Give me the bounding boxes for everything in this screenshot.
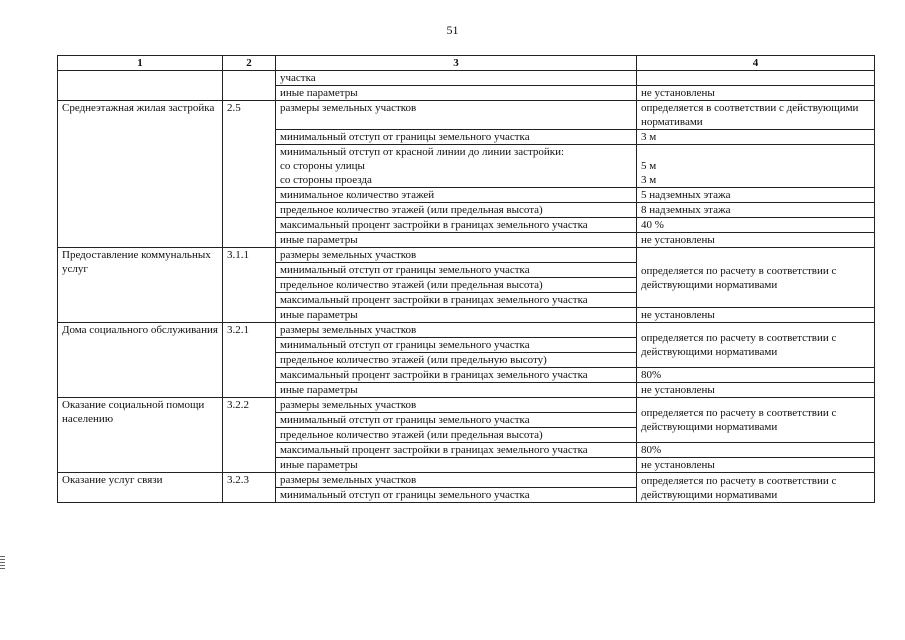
- page-number: 51: [446, 23, 459, 37]
- parameter-name: предельное количество этажей (или предельная высота): [276, 278, 637, 293]
- land-use-code: 3.2.1: [223, 323, 276, 398]
- parameter-value: не установлены: [637, 458, 875, 473]
- parameter-name: предельное количество этажей (или предельную высоту): [276, 353, 637, 368]
- parameter-value: [637, 71, 875, 86]
- parameter-name: максимальный процент застройки в границах земельного участка: [276, 368, 637, 383]
- parameter-value: 8 надземных этажа: [637, 203, 875, 218]
- parameter-value: 80%: [637, 443, 875, 458]
- parameter-name: размеры земельных участков: [276, 473, 637, 488]
- table-row: [58, 248, 875, 263]
- table-body: [58, 71, 875, 503]
- land-use-name: Оказание социальной помощи населению: [58, 398, 223, 473]
- parameter-name: иные параметры: [276, 383, 637, 398]
- parameter-name: минимальный отступ от границы земельного участка: [276, 338, 637, 353]
- land-use-code: 3.2.3: [223, 473, 276, 503]
- parameter-value: не установлены: [637, 383, 875, 398]
- parameter-value: 80%: [637, 368, 875, 383]
- parameter-value: определяется по расчету в соответствии с действующими нормативами: [637, 323, 875, 368]
- parameter-name: максимальный процент застройки в границах земельного участка: [276, 443, 637, 458]
- table-row: [58, 71, 875, 86]
- column-header: 3: [276, 56, 637, 71]
- parameter-value: 5 м 3 м: [637, 145, 875, 188]
- parameter-value: определяется по расчету в соответствии с действующими нормативами: [637, 398, 875, 443]
- parameter-name: размеры земельных участков: [276, 248, 637, 263]
- parameter-name: минимальный отступ от границы земельного участка: [276, 413, 637, 428]
- land-use-code: 2.5: [223, 101, 276, 248]
- parameter-name: максимальный процент застройки в границах земельного участка: [276, 293, 637, 308]
- parameter-name: иные параметры: [276, 233, 637, 248]
- parameter-value: не установлены: [637, 233, 875, 248]
- parameter-name: максимальный процент застройки в границах земельного участка: [276, 218, 637, 233]
- parameter-value: 3 м: [637, 130, 875, 145]
- parameter-name: иные параметры: [276, 86, 637, 101]
- parameter-name: предельное количество этажей (или предельная высота): [276, 203, 637, 218]
- land-use-name: Дома социального обслуживания: [58, 323, 223, 398]
- land-use-name: Предоставление коммунальных услуг: [58, 248, 223, 323]
- table-row: [58, 473, 875, 488]
- table-row: [58, 323, 875, 338]
- regulations-table: [57, 55, 875, 503]
- parameter-name: иные параметры: [276, 458, 637, 473]
- parameter-name: участка: [276, 71, 637, 86]
- land-use-code: 3.2.2: [223, 398, 276, 473]
- parameter-value: 40 %: [637, 218, 875, 233]
- parameter-value: не установлены: [637, 86, 875, 101]
- parameter-name: минимальный отступ от границы земельного участка: [276, 130, 637, 145]
- table-row: [58, 398, 875, 413]
- parameter-value: определяется по расчету в соответствии с действующими нормативами: [637, 473, 875, 503]
- land-use-name: Среднеэтажная жилая застройка: [58, 101, 223, 248]
- parameter-value: 5 надземных этажа: [637, 188, 875, 203]
- column-header: 2: [223, 56, 276, 71]
- column-header: 1: [58, 56, 223, 71]
- land-use-name: Оказание услуг связи: [58, 473, 223, 503]
- land-use-name: [58, 71, 223, 101]
- parameter-name: минимальное количество этажей: [276, 188, 637, 203]
- land-use-code: [223, 71, 276, 101]
- parameter-name: минимальный отступ от красной линии до линии застройки: со стороны улицы со стороны проезда: [276, 145, 637, 188]
- column-header: 4: [637, 56, 875, 71]
- scan-margin-marks: [0, 556, 5, 571]
- parameter-name: размеры земельных участков: [276, 323, 637, 338]
- parameter-name: иные параметры: [276, 308, 637, 323]
- parameter-name: предельное количество этажей (или предельная высота): [276, 428, 637, 443]
- parameter-name: минимальный отступ от границы земельного участка: [276, 263, 637, 278]
- parameter-value: определяется в соответствии с действующими нормативами: [637, 101, 875, 130]
- table-row: [58, 101, 875, 130]
- parameter-value: определяется по расчету в соответствии с действующими нормативами: [637, 248, 875, 308]
- parameter-name: минимальный отступ от границы земельного участка: [276, 488, 637, 503]
- parameter-name: размеры земельных участков: [276, 101, 637, 130]
- table-header-row: [58, 56, 875, 71]
- parameter-name: размеры земельных участков: [276, 398, 637, 413]
- parameter-value: не установлены: [637, 308, 875, 323]
- land-use-code: 3.1.1: [223, 248, 276, 323]
